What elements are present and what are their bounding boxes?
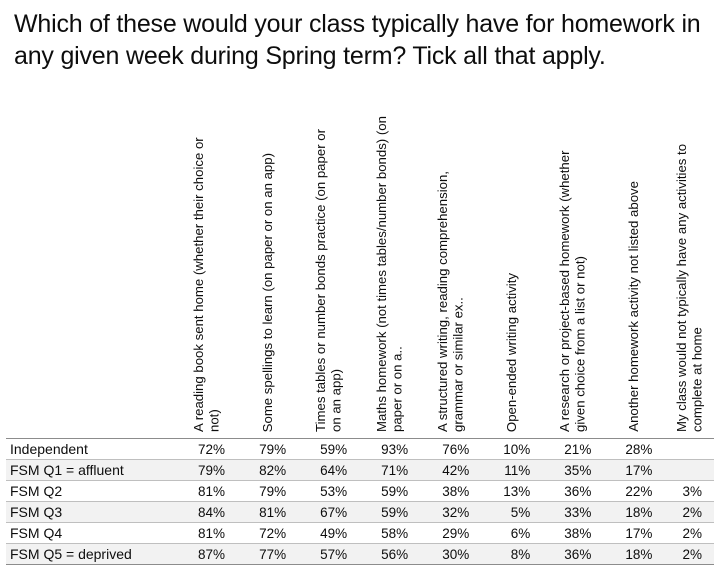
cell-value: 58% [359,523,420,544]
cell-value: 22% [603,481,664,502]
column-header-label: A structured writing, reading comprehension, grammar or similar ex.. [435,171,466,432]
cell-value: 59% [359,502,420,523]
column-header [481,110,542,439]
cell-value: 81% [176,523,237,544]
column-header [603,110,664,439]
row-label: FSM Q3 [6,502,176,523]
cell-value: 3% [664,481,714,502]
cell-value: 56% [359,544,420,565]
cell-value: 59% [298,439,359,460]
cell-value: 76% [420,439,481,460]
column-header [298,110,359,439]
cell-value: 13% [481,481,542,502]
cell-value: 81% [237,502,298,523]
cell-value: 82% [237,460,298,481]
cell-value: 87% [176,544,237,565]
column-header-label: Some spellings to learn (on paper or on an app) [259,152,275,432]
column-header-label: Times tables or number bonds practice (on paper or on an app) [313,129,344,432]
column-header [176,110,237,439]
cell-value: 28% [603,439,664,460]
cell-value: 38% [542,523,603,544]
cell-value: 49% [298,523,359,544]
cell-value: 21% [542,439,603,460]
row-label: FSM Q1 = affluent [6,460,176,481]
cell-value: 59% [359,481,420,502]
column-header-label: My class would not typically have any activities to complete at home [673,143,705,432]
cell-value: 10% [481,439,542,460]
row-label: Independent [6,439,176,460]
cell-value: 18% [603,544,664,565]
cell-value: 5% [481,502,542,523]
cell-value: 8% [481,544,542,565]
row-label: FSM Q5 = deprived [6,544,176,565]
cell-value: 18% [603,502,664,523]
cell-value: 35% [542,460,603,481]
column-header [359,110,420,439]
column-header-label: Another homework activity not listed above [626,181,642,432]
cell-value: 53% [298,481,359,502]
row-label: FSM Q2 [6,481,176,502]
column-header [237,110,298,439]
cell-value: 72% [237,523,298,544]
cell-value: 79% [237,439,298,460]
cell-value: 36% [542,481,603,502]
table-row [6,439,714,460]
table-body [6,439,714,565]
cell-value: 32% [420,502,481,523]
table-row [6,460,714,481]
column-header [664,110,714,439]
cell-value: 17% [603,523,664,544]
cell-value: 2% [664,544,714,565]
column-header-label: A research or project-based homework (whether given choice from a list or not) [557,150,588,432]
cell-value [664,460,714,481]
cell-value: 84% [176,502,237,523]
cell-value: 57% [298,544,359,565]
cell-value: 36% [542,544,603,565]
cell-value: 30% [420,544,481,565]
cell-value: 11% [481,460,542,481]
cell-value: 38% [420,481,481,502]
table-corner-cell [6,110,176,439]
column-header [542,110,603,439]
column-header-label: Open-ended writing activity [503,272,519,432]
page-title: Which of these would your class typically have for homework in any given week during Spring term? Tick all that apply. [14,10,701,70]
table-header-row [6,110,714,439]
cell-value: 17% [603,460,664,481]
cell-value: 33% [542,502,603,523]
cell-value: 64% [298,460,359,481]
column-header-label: A reading book sent home (whether their choice or not) [190,137,222,432]
column-header [420,110,481,439]
cell-value: 72% [176,439,237,460]
cell-value: 79% [237,481,298,502]
cell-value: 71% [359,460,420,481]
column-header-label: Maths homework (not times tables/number bonds) (on paper or on a.. [374,116,405,432]
table-row [6,523,714,544]
cell-value: 81% [176,481,237,502]
table-row [6,502,714,523]
cell-value [664,439,714,460]
cell-value: 29% [420,523,481,544]
table-row [6,544,714,565]
cell-value: 42% [420,460,481,481]
cell-value: 6% [481,523,542,544]
table-row [6,481,714,502]
table-header [6,110,714,439]
results-table [6,110,714,565]
row-label: FSM Q4 [6,523,176,544]
cell-value: 93% [359,439,420,460]
cell-value: 2% [664,502,714,523]
cell-value: 67% [298,502,359,523]
cell-value: 2% [664,523,714,544]
cell-value: 77% [237,544,298,565]
cell-value: 79% [176,460,237,481]
